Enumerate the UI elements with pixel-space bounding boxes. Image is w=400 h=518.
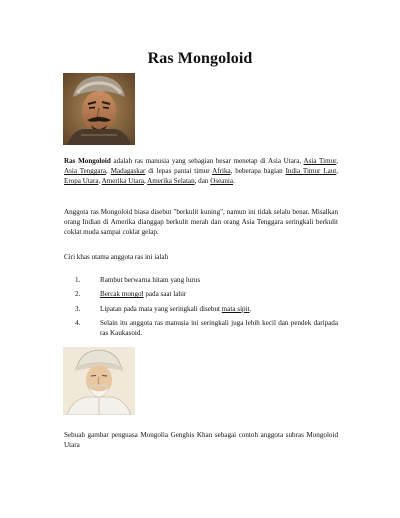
list-text: Lipatan pada mata yang seringkali disebut [100,304,222,313]
intro-text: , beberapa bagian [230,167,286,176]
link-afrika[interactable]: Afrika [212,167,231,176]
page-title: Ras Mongoloid [147,50,253,67]
genghis-khan-portrait [63,347,135,415]
link-mata-sipit[interactable]: mata sipit [221,304,250,313]
link-madagaskar[interactable]: Madagaskar [110,167,146,176]
list-text: . [249,304,252,313]
list-text: pada saat lahir [143,290,187,299]
intro-text: , dan [194,177,211,186]
intro-text: , [98,177,102,186]
link-oseania[interactable]: Oseania [210,177,234,186]
intro-text: , [143,177,148,186]
mongol-warrior-portrait [63,73,135,145]
traits-intro: Ciri khas utama anggota ras ini ialah [64,253,169,261]
list-item [64,289,338,299]
intro-text: . [233,177,235,186]
list-text: Selain itu anggota ras manusia ini seringkali juga lebih kecil dan pendek daripada ras Kaukasoid. [100,318,338,337]
link-eropa-utara[interactable]: Eropa Utara [64,177,99,186]
link-india-timur-laut[interactable]: India Timur Laut [285,167,337,176]
skin-color-paragraph: Anggota ras Mongoloid biasa disebut "berkulit kuning", namun ini tidak selalu benar. Misalkan orang Indian di Amerika dianggap berkulit merah dan orang Asia Tenggara seringkali berkulit coklat muda sampai coklat gelap. [64,208,338,237]
link-asia-tenggara[interactable]: Asia Tenggara [64,167,107,176]
link-asia-timur[interactable]: Asia Timur [303,157,337,165]
intro-text: , [106,167,111,176]
link-amerika-utara[interactable]: Amerika Utara [101,177,144,186]
portrait-caption: Sebuah gambar penguasa Mongolia Genghis Khan sebagai contoh anggota subras Mongoloid Utara [64,431,338,450]
link-bercak-mongol[interactable]: Bercak mongol [100,290,144,299]
intro-text: , [336,167,339,176]
intro-lead: Ras Mongoloid [64,157,111,165]
list-number: 3. [75,304,81,313]
intro-text: adalah ras manusia yang sebagian besar menetap di Asia Utara, [110,157,304,165]
list-number: 4. [75,318,81,327]
list-number: 1. [75,276,81,284]
link-amerika-selatan[interactable]: Amerika Selatan [147,177,195,186]
intro-text: , [336,157,339,165]
list-item [64,304,338,314]
list-text: Rambut berwarna hitam yang lurus [100,276,201,284]
list-item [64,318,338,338]
list-number: 2. [75,290,81,299]
traits-list [64,275,338,342]
list-item [64,275,338,285]
intro-paragraph [64,156,338,186]
intro-text: di lepas pantai timur [145,167,213,176]
